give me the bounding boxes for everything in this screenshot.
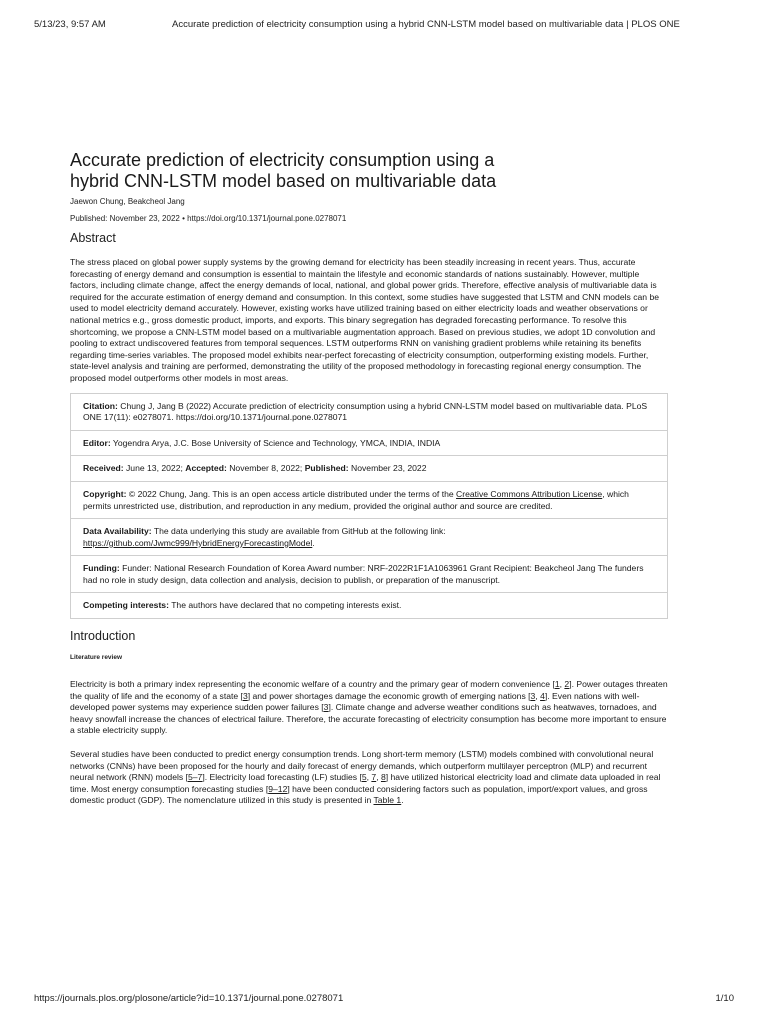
p1-text: , bbox=[559, 679, 565, 690]
reference-link[interactable]: 3 bbox=[323, 702, 329, 713]
reference-link[interactable]: 1 bbox=[554, 679, 560, 690]
intro-paragraph-2 bbox=[70, 749, 668, 807]
competing-interests-row bbox=[71, 592, 667, 618]
dates-row bbox=[71, 455, 667, 481]
abstract-text: The stress placed on global power supply systems by the growing demand for electricity has been steadily increasing in recent years. Thus, accurate forecasting of energy demand and consumption is essential to maintain the lifestyle and economic standards of nations sustainably. However, multiple factors, including climate change, affect the energy demands of local, national, and global power grids. Therefore, effective analysis of multivariable data is required for the accurate estimation of energy demand and consumption. In this context, some studies have suggested that LSTM and CNN models can be used to model electricity demand accurately. However, existing works have utilized training based on either electricity loads and weather observations or national metrics e.g., gross domestic product, imports, and exports. This binary segregation has degraded forecasting performance. To resolve this shortcoming, we propose a CNN-LSTM model based on a multivariable augmentation approach. Based on previous studies, we adopt 1D convolution and pooling to extract undiscovered features from temporal sequences. LSTM outperforms RNN on vanishing gradient problems while retaining its benefits regarding time-series variables. The proposed model exhibits near-perfect forecasting of electricity consumption, outperforming existing models. Further, state-level analysis and training are performed, demonstrating the utility of the proposed methodology in forecasting regional energy consumption. The proposed model outperforms other models in most areas. bbox=[70, 257, 659, 383]
data-availability-row bbox=[71, 518, 667, 555]
license-link[interactable]: Creative Commons Attribution License bbox=[456, 488, 603, 499]
reference-link[interactable]: 7 bbox=[371, 772, 377, 783]
availability-text: The data underlying this study are available from GitHub at the following link: bbox=[153, 526, 446, 537]
copyright-label: Copyright: bbox=[83, 488, 127, 499]
accepted-text: November 8, 2022; bbox=[229, 463, 303, 474]
literature-review-subheading: Literature review bbox=[70, 654, 123, 662]
published-text: November 23, 2022 bbox=[351, 463, 427, 474]
p1-text: ] and power shortages damage the economic growth of emerging nations [ bbox=[247, 690, 531, 701]
editor-label: Editor: bbox=[83, 437, 111, 448]
article-title: Accurate prediction of electricity consumption using a hybrid CNN-LSTM model based on multivariable data bbox=[70, 150, 497, 191]
p2-text: ]. Electricity load forecasting (LF) studies [ bbox=[202, 772, 362, 783]
funding-label: Funding: bbox=[83, 563, 120, 574]
print-page-title: Accurate prediction of electricity consumption using a hybrid CNN-LSTM model based on multivariable data | PLOS ONE bbox=[172, 19, 680, 30]
reference-link[interactable]: 2 bbox=[564, 679, 570, 690]
reference-link[interactable]: 4 bbox=[540, 690, 545, 701]
p1-text: ]. Power outages threaten the quality of life and the economy of a state [ bbox=[70, 679, 668, 701]
copyright-row bbox=[71, 481, 667, 518]
p2-text: , bbox=[366, 772, 372, 783]
p2-text: Several studies have been conducted to predict energy consumption trends. Long short-term memory (LSTM) models combined with convolutional neural networks (CNNs) have been proposed for the hourly and daily forecast of energy demands, which outperform multilayer perceptron (MLP) and recurrent neural network (RNN) models [ bbox=[70, 749, 654, 783]
published-doi-line: Published: November 23, 2022 • https://doi.org/10.1371/journal.pone.0278071 bbox=[70, 214, 347, 223]
received-label: Received: bbox=[83, 463, 124, 474]
reference-link[interactable]: 3 bbox=[530, 690, 536, 701]
published-label: Published: bbox=[304, 463, 349, 474]
reference-link[interactable]: 8 bbox=[380, 772, 386, 783]
p2-text: ] have been conducted considering factors such as population, import/export values, and gross domestic product (GDP). The nomenclature utilized in this study is presented in bbox=[70, 783, 648, 806]
copyright-text-a: © 2022 Chung, Jang. This is an open access article distributed under the terms of the bbox=[128, 488, 454, 499]
received-text: June 13, 2022; bbox=[126, 463, 183, 474]
competing-text: The authors have declared that no competing interests exist. bbox=[171, 600, 402, 611]
page-number: 1/10 bbox=[715, 993, 734, 1004]
reference-link[interactable]: 5–7 bbox=[187, 772, 203, 783]
competing-label: Competing interests: bbox=[83, 600, 169, 611]
citation-text: Chung J, Jang B (2022) Accurate prediction of electricity consumption using a hybrid CNN-LSTM model based on multivariable data. PLoS ONE 17(11): e0278071. https://doi.org/10.1371/journal.pone.0278071 bbox=[83, 400, 648, 423]
funding-text: Funder: National Research Foundation of Korea Award number: NRF-2022R1F1A1063961 Grant Recipient: Beakcheol Jang The funders had no role in study design, data collection and analysis, decision to publish, or preparation of the manuscript. bbox=[83, 563, 644, 585]
citation-label: Citation: bbox=[83, 400, 118, 411]
p2-text: , bbox=[376, 772, 381, 783]
reference-link[interactable]: 5 bbox=[361, 772, 367, 783]
citation-row bbox=[71, 394, 667, 430]
reference-link[interactable]: 9–12 bbox=[268, 783, 288, 794]
introduction-heading: Introduction bbox=[70, 629, 136, 644]
editor-row bbox=[71, 430, 667, 456]
p2-text: ] have utilized historical electricity load and climate data uploaded in real time. Most energy consumption forecasting studies [ bbox=[70, 772, 661, 794]
article-authors[interactable]: Jaewon Chung, Beakcheol Jang bbox=[70, 197, 185, 206]
p2-text: . bbox=[401, 795, 404, 806]
article-content bbox=[70, 150, 668, 807]
p1-text: Electricity is both a primary index representing the economic welfare of a country and the primary gear of modern convenience [ bbox=[70, 679, 555, 690]
p1-text: ]. Even nations with well-developed power systems may experience sudden power failures [ bbox=[70, 690, 640, 713]
intro-paragraph-1 bbox=[70, 679, 668, 737]
reference-link[interactable]: 3 bbox=[242, 690, 248, 701]
availability-end: . bbox=[312, 537, 315, 548]
p1-text: , bbox=[535, 690, 541, 701]
copyright-text-b: , which permits unrestricted use, distribution, and reproduction in any medium, provided the original author and source are credited. bbox=[83, 488, 629, 511]
editor-text: Yogendra Arya, J.C. Bose University of Science and Technology, YMCA, INDIA, INDIA bbox=[112, 437, 441, 448]
github-link[interactable]: https://github.com/Jwmc999/HybridEnergyForecastingModel bbox=[83, 537, 313, 548]
table-1-link[interactable]: Table 1 bbox=[373, 795, 402, 806]
p1-text: ]. Climate change and adverse weather conditions such as heatwaves, tornadoes, and heavy snowfall increase the chances of electrical failure. Therefore, the accurate forecasting of electricity consumption has become more important to ensure a stable electricity supply. bbox=[70, 702, 667, 736]
accepted-label: Accepted: bbox=[185, 463, 227, 474]
article-metadata-box bbox=[70, 393, 668, 620]
availability-label: Data Availability: bbox=[83, 526, 152, 537]
abstract-heading: Abstract bbox=[70, 231, 116, 245]
print-url: https://journals.plos.org/plosone/article?id=10.1371/journal.pone.0278071 bbox=[34, 993, 344, 1004]
print-datetime: 5/13/23, 9:57 AM bbox=[34, 19, 106, 30]
funding-row bbox=[71, 555, 667, 592]
